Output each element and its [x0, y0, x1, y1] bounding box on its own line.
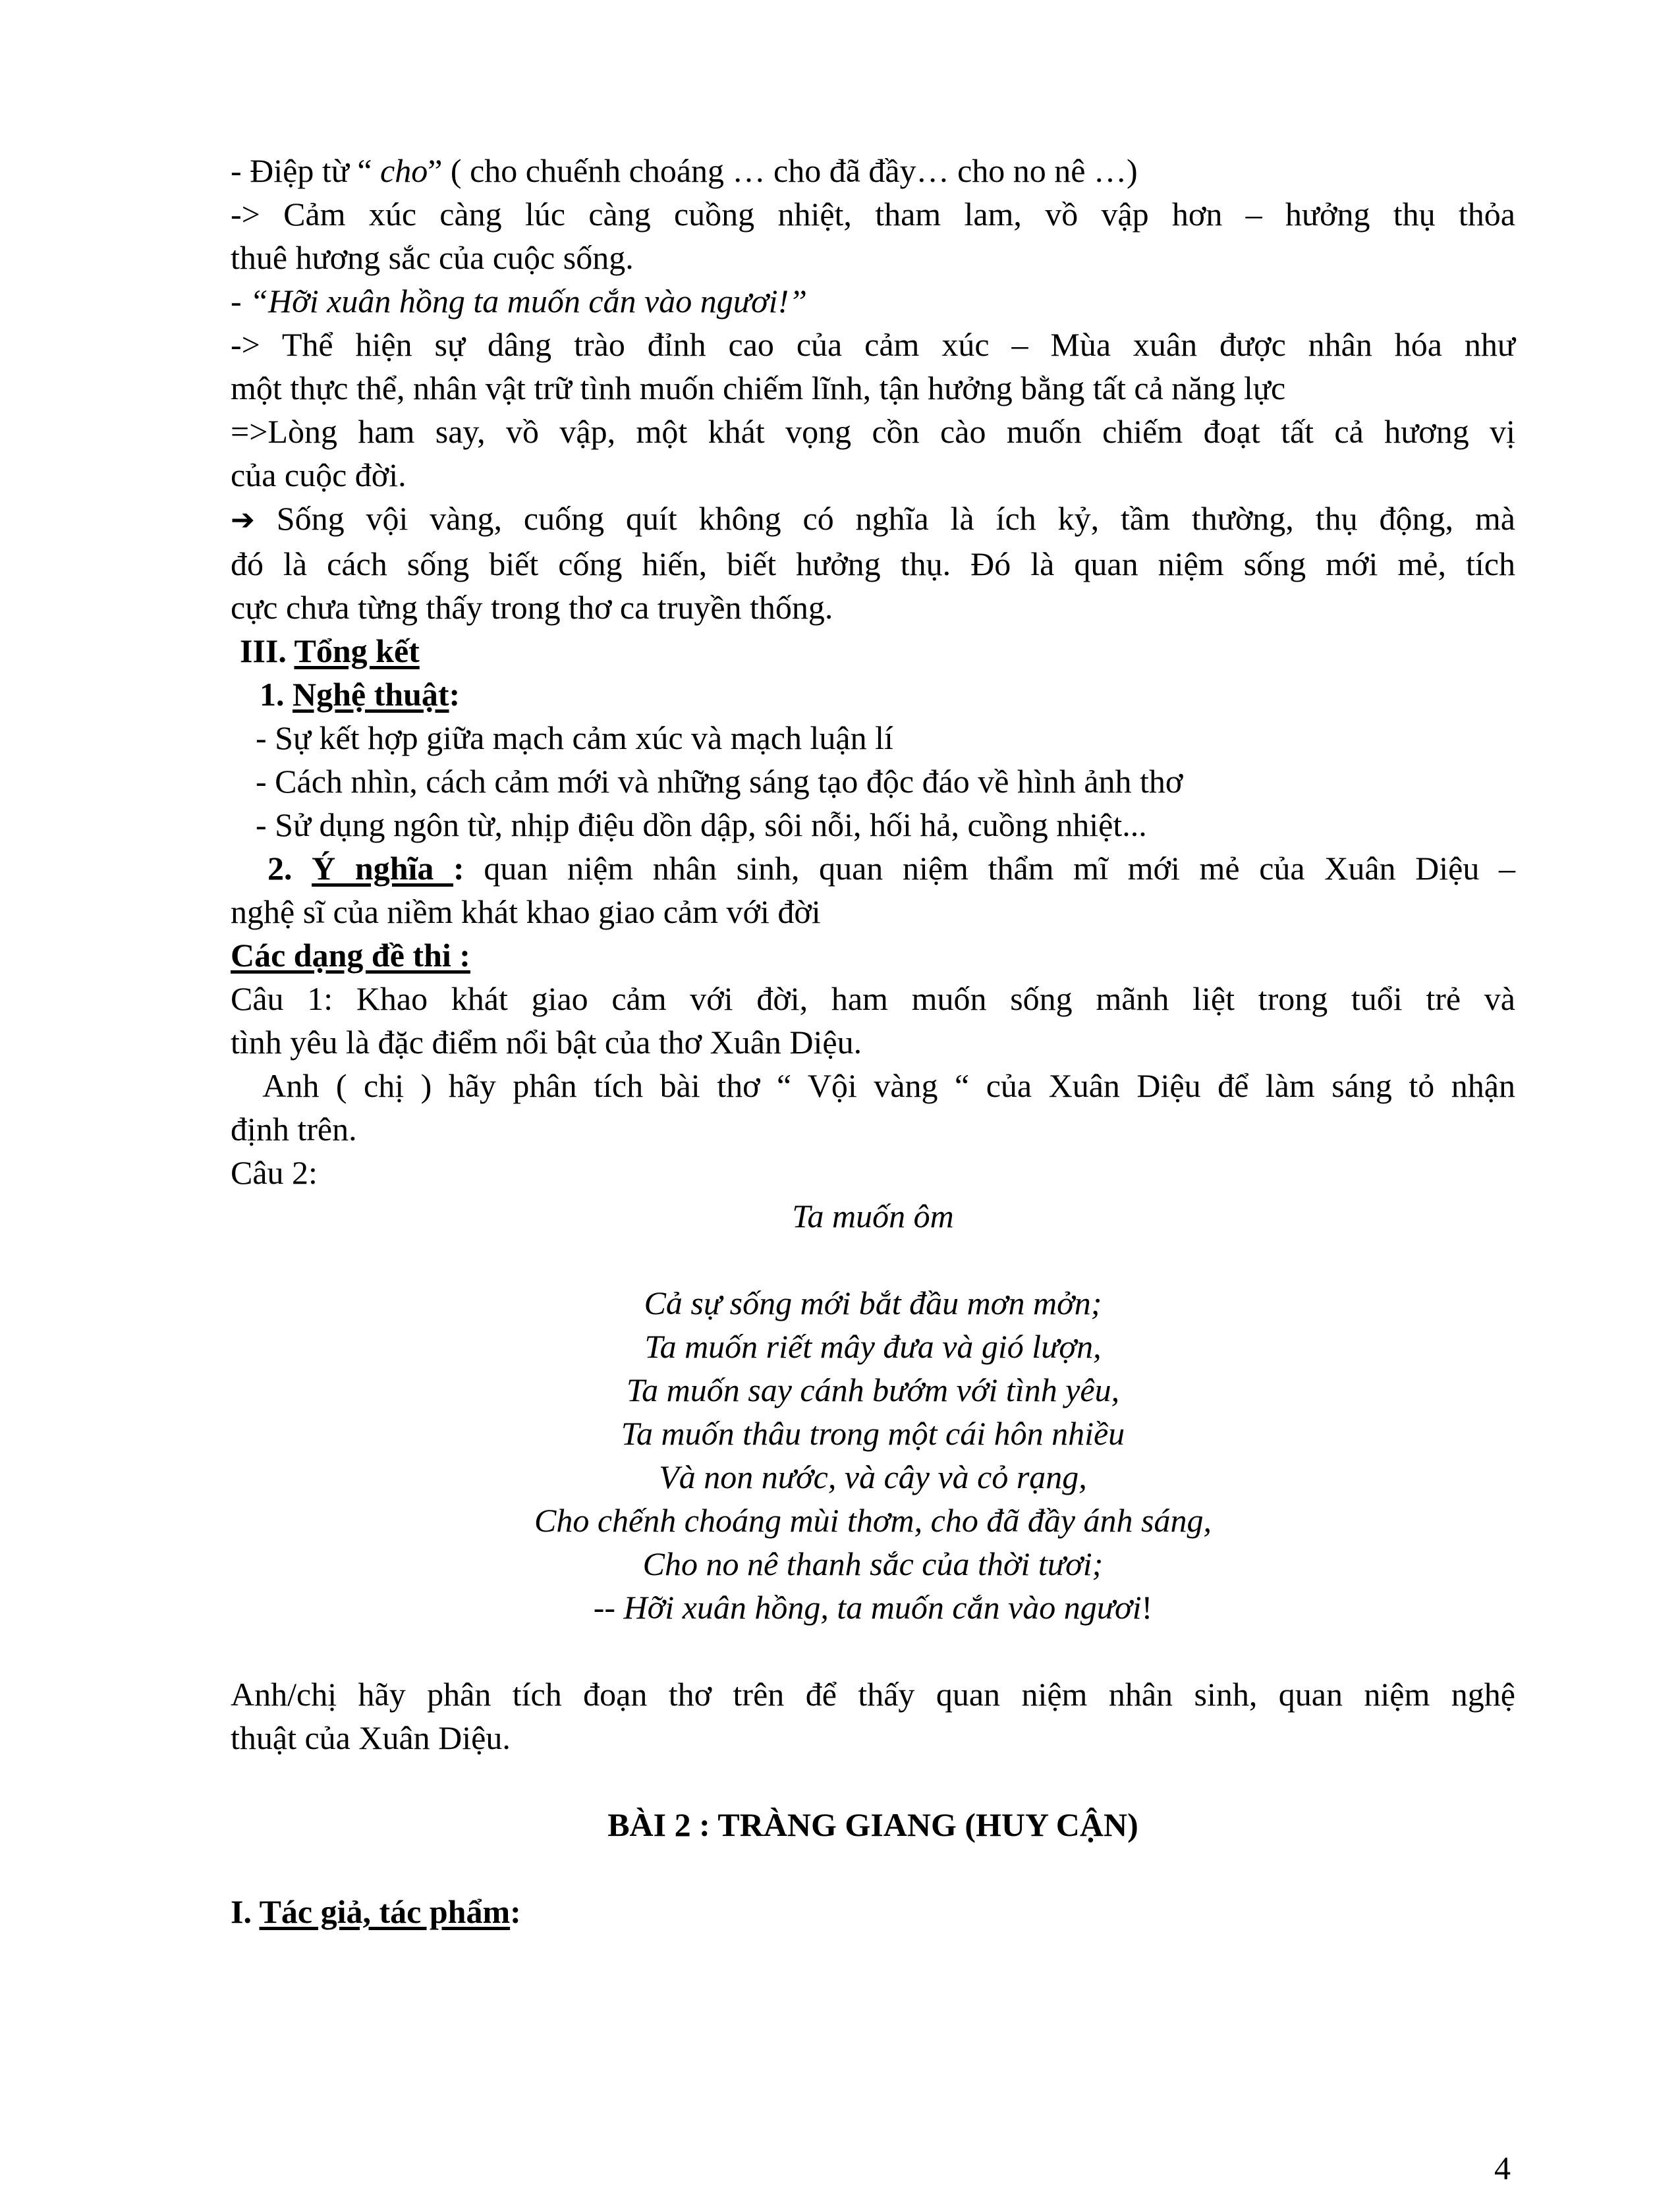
page-number: 4: [1494, 2149, 1511, 2186]
poem-line: Ta muốn riết mây đưa và gió lượn,: [644, 1328, 1102, 1365]
poem-text: -- Hỡi xuân hồng, ta muốn cắn vào ngươi: [593, 1589, 1142, 1626]
section-heading-tac-gia: [231, 1890, 1515, 1933]
question-line: định trên.: [231, 1111, 357, 1148]
poem-spacer: [231, 1238, 1515, 1281]
subheading-nghe-thuat: [231, 673, 1515, 716]
paragraph-line: -> Cảm xúc càng lúc càng cuồng nhiệt, tham lam, vồ vập hơn – hưởng thụ thỏa: [231, 196, 1515, 233]
poem-line: Và non nước, và cây và cỏ rạng,: [659, 1458, 1087, 1495]
poem-line: Cả sự sống mới bắt đầu mơn mởn;: [644, 1285, 1102, 1321]
list-item: - Sử dụng ngôn từ, nhịp điệu dồn dập, sôi nỗi, hối hả, cuồng nhiệt...: [256, 806, 1147, 843]
heading-number: III.: [240, 632, 294, 669]
poem-line: Ta muốn say cánh bướm với tình yêu,: [626, 1371, 1120, 1408]
text: quan niệm nhân sinh, quan niệm thẩm mĩ mới mẻ của Xuân Diệu –: [464, 850, 1515, 887]
poem-line: Ta muốn thâu trong một cái hôn nhiều: [621, 1415, 1125, 1452]
section-heading-de-thi: Các dạng đề thi :: [231, 937, 470, 974]
paragraph-line: nghệ sĩ của niềm khát khao giao cảm với đời: [231, 893, 821, 930]
question-line: tình yêu là đặc điểm nổi bật của thơ Xuân Diệu.: [231, 1024, 862, 1061]
heading-text: Tổng kết: [294, 632, 420, 669]
list-item: - Cách nhìn, cách cảm mới và những sáng tạo độc đáo về hình ảnh thơ: [256, 763, 1183, 800]
heading-number: 1.: [260, 676, 293, 713]
poem-line: [231, 1586, 1515, 1629]
diep-tu-line: [231, 149, 1515, 192]
text: - Điệp từ “: [231, 152, 381, 189]
paragraph-line: =>Lòng ham say, vồ vập, một khát vọng cồn cào muốn chiếm đoạt tất cả hương vị: [231, 413, 1515, 450]
heading-colon: :: [449, 676, 461, 713]
task-line: Anh/chị hãy phân tích đoạn thơ trên để thấy quan niệm nhân sinh, quan niệm nghệ: [231, 1676, 1515, 1713]
poem-mark: !: [1141, 1589, 1153, 1626]
arrow-icon: ➔: [231, 503, 255, 537]
text: Sống vội vàng, cuống quít không có nghĩa là ích kỷ, tầm thường, thụ động, mà: [254, 500, 1515, 537]
paragraph-line: của cuộc đời.: [231, 457, 406, 493]
spacer: [231, 1629, 1515, 1673]
text-italic: cho: [380, 152, 428, 189]
question-label: Câu 2:: [231, 1154, 318, 1191]
list-item: - Sự kết hợp giữa mạch cảm xúc và mạch luận lí: [256, 719, 893, 756]
paragraph-line: -> Thể hiện sự dâng trào đỉnh cao của cảm xúc – Mùa xuân được nhân hóa như: [231, 326, 1515, 363]
poem-line: Ta muốn ôm: [792, 1198, 954, 1234]
paragraph-line: một thực thể, nhân vật trữ tình muốn chiếm lĩnh, tận hưởng bằng tất cả năng lực: [231, 370, 1286, 406]
lesson-title: BÀI 2 : TRÀNG GIANG (HUY CẬN): [607, 1806, 1138, 1843]
conclusion-line: [231, 497, 1515, 542]
quote-line: - “Hỡi xuân hồng ta muốn cắn vào ngươi!”: [231, 283, 808, 319]
poem-line: Cho no nê thanh sắc của thời tươi;: [642, 1545, 1104, 1582]
document-page: [231, 149, 1515, 1933]
heading-text: Nghệ thuật: [293, 676, 449, 713]
heading-number: 2.: [267, 850, 312, 887]
heading-text: Tác giả, tác phẩm: [259, 1893, 511, 1930]
poem-block: [231, 1194, 1515, 1629]
poem-line: Cho chếnh choáng mùi thơm, cho đã đầy ánh sáng,: [534, 1502, 1212, 1539]
paragraph-line: cực chưa từng thấy trong thơ ca truyền thống.: [231, 589, 833, 626]
spacer: [231, 1846, 1515, 1890]
text: ” ( cho chuếnh choáng … cho đã đầy… cho no nê …): [428, 152, 1138, 189]
section-heading-tong-ket: [231, 629, 1515, 673]
heading-colon: :: [510, 1893, 521, 1930]
spacer: [231, 1759, 1515, 1803]
question-line: Anh ( chị ) hãy phân tích bài thơ “ Vội vàng “ của Xuân Diệu để làm sáng tỏ nhận: [231, 1067, 1515, 1104]
heading-text: Ý nghĩa: [312, 850, 454, 887]
task-line: thuật của Xuân Diệu.: [231, 1719, 511, 1756]
paragraph-line: thuê hương sắc của cuộc sống.: [231, 239, 634, 276]
paragraph-line: đó là cách sống biết cống hiến, biết hưởng thụ. Đó là quan niệm sống mới mẻ, tích: [231, 545, 1515, 582]
subheading-y-nghia: [231, 846, 1515, 890]
question-line: Câu 1: Khao khát giao cảm với đời, ham muốn sống mãnh liệt trong tuổi trẻ và: [231, 980, 1515, 1017]
heading-colon: :: [453, 850, 464, 887]
heading-number: I.: [231, 1893, 260, 1930]
